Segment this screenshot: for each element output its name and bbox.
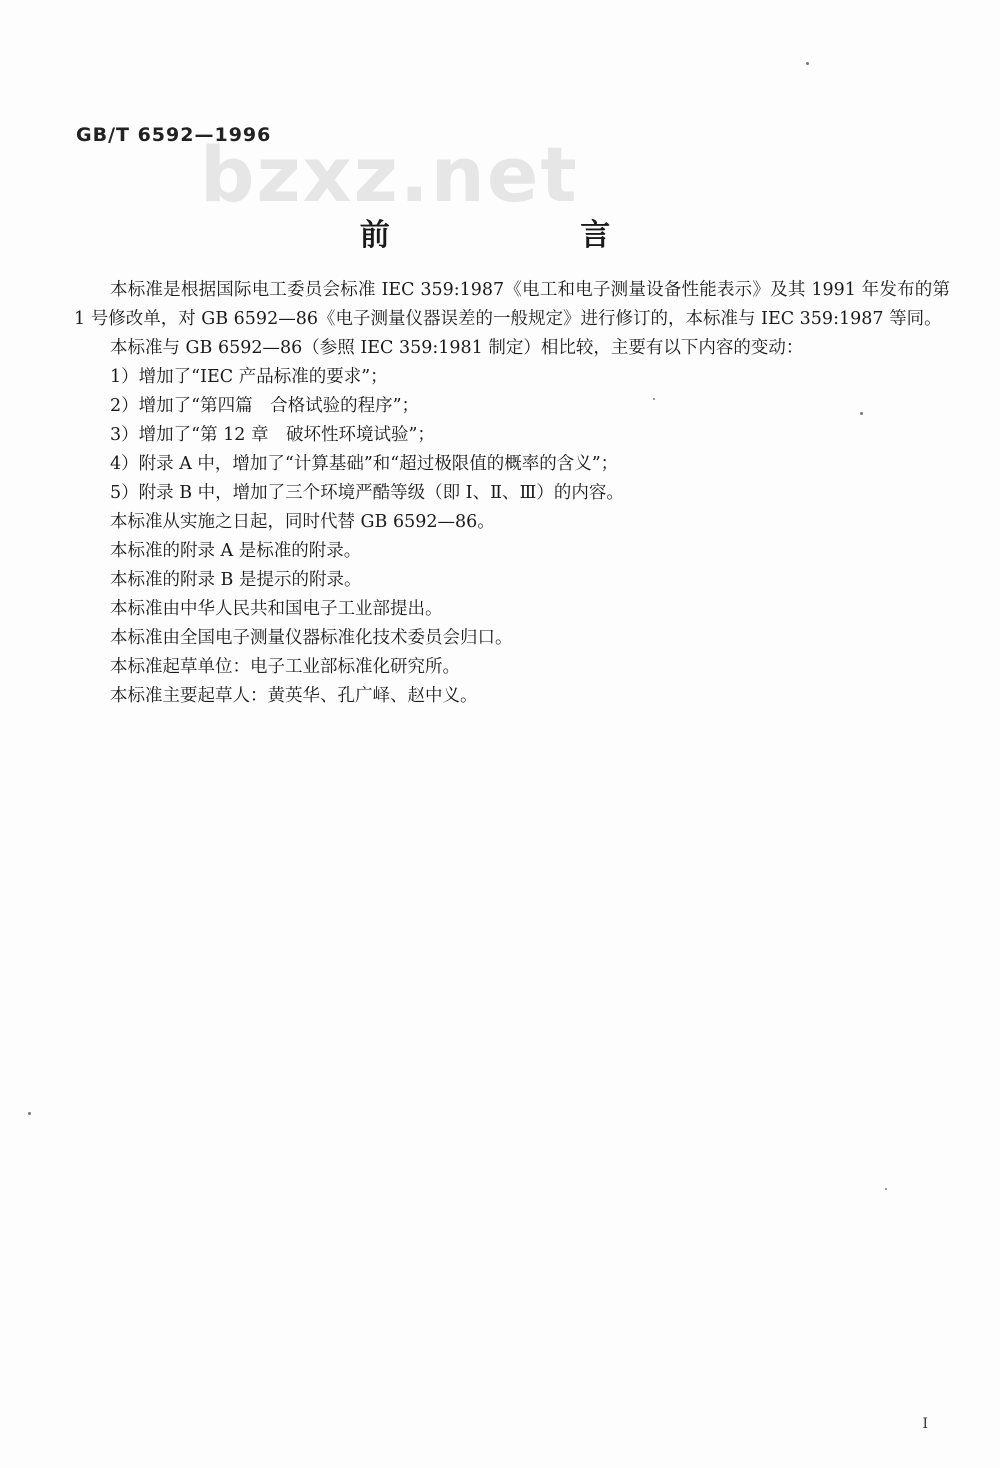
text-line: 本标准的附录 B 是提示的附录。 — [110, 570, 362, 590]
list-item: 5）附录 B 中，增加了三个环境严酷等级（即 Ⅰ、Ⅱ、Ⅲ）的内容。 — [110, 483, 624, 503]
text-line: 本标准主要起草人：黄英华、孔广峄、赵中义。 — [110, 686, 478, 706]
text-line: 本标准起草单位：电子工业部标准化研究所。 — [110, 657, 460, 677]
watermark: bzxz.net — [200, 130, 579, 219]
text-line: 本标准从实施之日起，同时代替 GB 6592—86。 — [110, 512, 495, 532]
text-line: 本标准由中华人民共和国电子工业部提出。 — [110, 599, 443, 619]
list-item: 2）增加了“第四篇 合格试验的程序”； — [110, 396, 420, 416]
text-line: 本标准由全国电子测量仪器标准化技术委员会归口。 — [110, 628, 513, 648]
scan-speck — [806, 62, 809, 65]
foreword-body — [74, 276, 950, 711]
text-line: 本标准与 GB 6592—86（参照 IEC 359:1981 制定）相比较，主要有以下内容的变动： — [110, 338, 804, 358]
page-title: 前 言 — [359, 218, 701, 253]
text-line: 本标准的附录 A 是标准的附录。 — [110, 541, 362, 561]
list-item: 4）附录 A 中，增加了“计算基础”和“超过极限值的概率的含义”； — [110, 454, 619, 474]
paragraph-intro: 本标准是根据国际电工委员会标准 IEC 359:1987《电工和电子测量设备性能表示》及其 1991 年发布的第 1 号修改单，对 GB 6592—86《电子测量仪器误差的一般规定》进行修订的，本标准与 IEC 359:1987 等同。 — [74, 280, 950, 329]
scan-speck — [885, 1188, 887, 1190]
standard-code: GB/T 6592—1996 — [76, 124, 272, 146]
scan-speck — [28, 1112, 31, 1115]
page-number: I — [922, 1416, 928, 1432]
list-item: 3）增加了“第 12 章 破坏性环境试验”； — [110, 425, 435, 445]
list-item: 1）增加了“IEC 产品标准的要求”； — [110, 367, 388, 387]
